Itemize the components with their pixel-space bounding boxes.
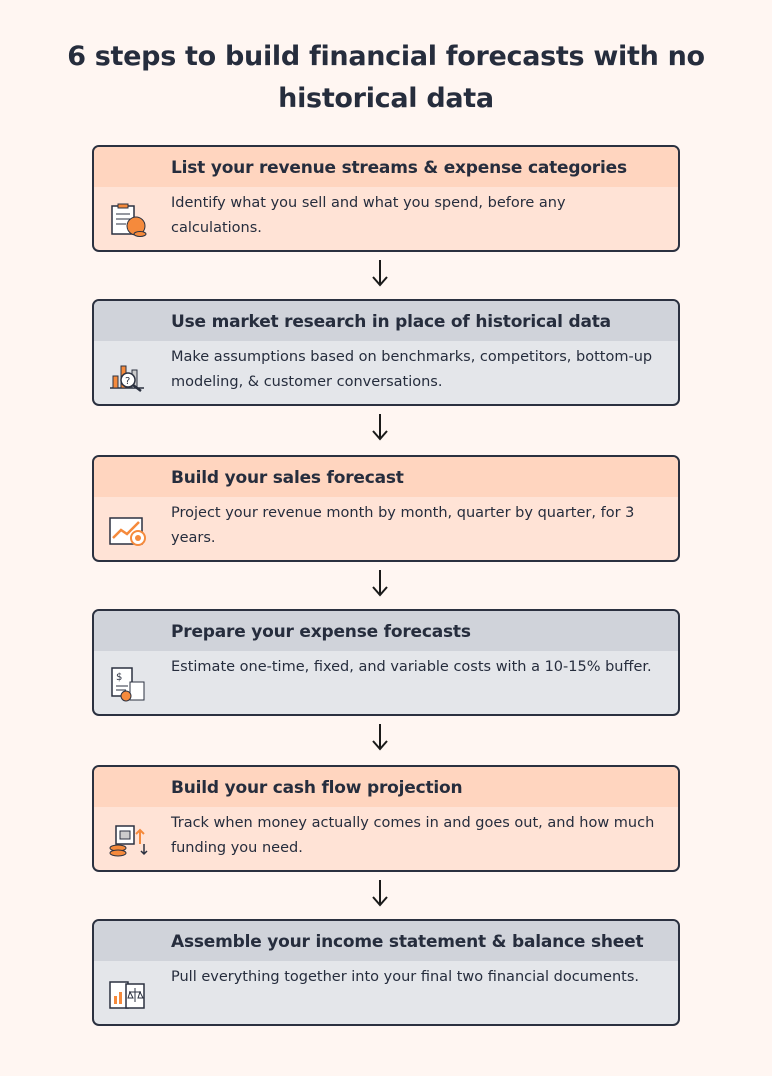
cash-flow-icon xyxy=(108,822,148,858)
arrow-down-icon xyxy=(370,568,390,598)
financial-documents-scale-icon xyxy=(108,976,148,1012)
step-description: Project your revenue month by month, quarter by quarter, for 3 years. xyxy=(171,505,635,546)
step-card xyxy=(92,145,680,252)
step-description: Track when money actually comes in and goes out, and how much funding you need. xyxy=(171,815,655,856)
arrow-down-icon xyxy=(370,878,390,908)
clipboard-pie-chart-icon xyxy=(108,202,148,238)
step-title: Build your cash flow projection xyxy=(94,767,678,807)
step-title: Build your sales forecast xyxy=(94,457,678,497)
svg-text:$: $ xyxy=(116,672,123,683)
arrow-down-icon xyxy=(370,258,390,288)
step-card xyxy=(92,299,680,406)
step-description: Make assumptions based on benchmarks, competitors, bottom-up modeling, & customer conversations. xyxy=(171,349,653,390)
svg-text:?: ? xyxy=(125,376,131,387)
growth-chart-target-icon xyxy=(108,512,148,548)
step-card xyxy=(92,765,680,872)
step-card xyxy=(92,455,680,562)
arrow-down-icon xyxy=(370,412,390,442)
step-card xyxy=(92,609,680,716)
arrow-down-icon xyxy=(370,722,390,752)
invoice-calculator-icon xyxy=(108,666,148,702)
step-title: Assemble your income statement & balance sheet xyxy=(94,921,678,961)
step-title: Use market research in place of historical data xyxy=(94,301,678,341)
step-title: List your revenue streams & expense categories xyxy=(94,147,678,187)
chart-magnifier-icon xyxy=(108,356,148,392)
step-title: Prepare your expense forecasts xyxy=(94,611,678,651)
step-description: Estimate one-time, fixed, and variable costs with a 10-15% buffer. xyxy=(171,659,652,675)
step-description: Identify what you sell and what you spend, before any calculations. xyxy=(171,195,566,236)
page-title: 6 steps to build financial forecasts with no historical data xyxy=(67,41,705,114)
step-description: Pull everything together into your final two financial documents. xyxy=(171,969,639,985)
step-card xyxy=(92,919,680,1026)
